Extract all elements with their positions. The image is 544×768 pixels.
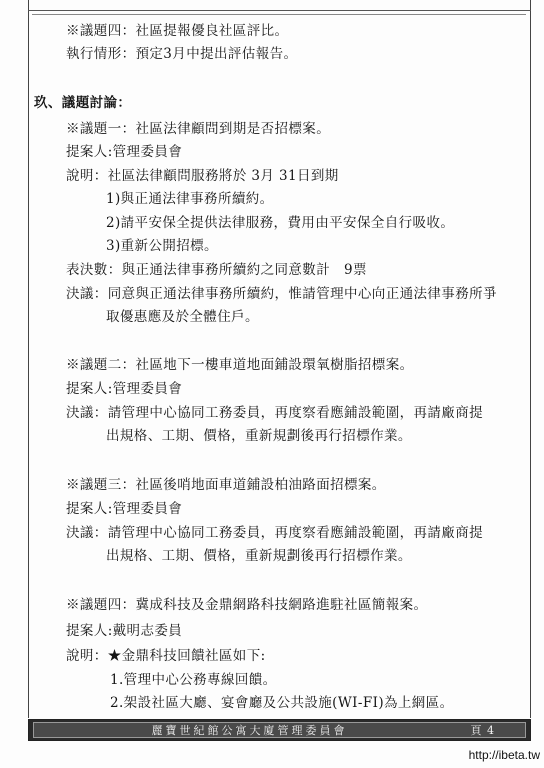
page-border-top-inner bbox=[32, 14, 526, 15]
issue-1-resolution-cont: 取優惠應及於全體住戶。 bbox=[106, 309, 259, 325]
page-border-top bbox=[28, 10, 531, 11]
footer-page-number: 頁 4 bbox=[470, 724, 495, 737]
footer-committee-name: 麗寶世紀館公寓大廈管理委員會 bbox=[151, 724, 348, 737]
issue-1-title: ※議題一：社區法律顧問到期是否招標案。 bbox=[66, 121, 331, 137]
issue-1-option-1: 1)與正通法律事務所續約。 bbox=[106, 191, 274, 207]
page-footer-band bbox=[33, 722, 526, 738]
section-heading-discussion: 玖、議題討論： bbox=[34, 95, 132, 111]
issue-2-resolution: 決議：請管理中心協同工務委員，再度察看應鋪設範圍，再請廠商提 bbox=[66, 405, 483, 421]
issue-1-option-3: 3)重新公開招標。 bbox=[106, 238, 218, 254]
issue-4-proposer: 提案人:戴明志委員 bbox=[66, 623, 183, 639]
agenda-item-4-status: 執行情形：預定3月中提出評估報告。 bbox=[66, 46, 298, 62]
issue-4-point-1: 1.管理中心公務專線回饋。 bbox=[110, 672, 277, 688]
issue-2-title: ※議題二：社區地下一樓車道地面鋪設環氧樹脂招標案。 bbox=[66, 357, 414, 373]
issue-2-resolution-cont: 出規格、工期、價格，重新規劃後再行招標作業。 bbox=[106, 428, 412, 444]
issue-1-description: 說明：社區法律顧問服務將於 3月 31日到期 bbox=[66, 168, 339, 184]
page-border-left bbox=[28, 0, 29, 718]
site-watermark: http://ibeta.tw bbox=[468, 748, 540, 762]
page-border-right bbox=[530, 0, 531, 718]
issue-2-proposer: 提案人:管理委員會 bbox=[66, 381, 183, 397]
issue-3-title: ※議題三：社區後哨地面車道鋪設柏油路面招標案。 bbox=[66, 477, 386, 493]
issue-1-option-2: 2)請平安保全提供法律服務，費用由平安保全自行吸收。 bbox=[106, 215, 455, 231]
issue-3-resolution: 決議：請管理中心協同工務委員，再度察看應鋪設範圍，再請廠商提 bbox=[66, 525, 483, 541]
issue-4-point-2: 2.架設社區大廳、宴會廳及公共設施(WI-FI)為上網區。 bbox=[110, 695, 454, 711]
issue-1-resolution: 決議：同意與正通法律事務所續約，惟請管理中心向正通法律事務所爭 bbox=[66, 286, 497, 302]
page-footer bbox=[28, 719, 531, 741]
issue-3-proposer: 提案人:管理委員會 bbox=[66, 501, 183, 517]
issue-4-description: 說明：★金鼎科技回饋社區如下: bbox=[66, 648, 266, 664]
agenda-item-4-title: ※議題四：社區提報優良社區評比。 bbox=[66, 23, 289, 39]
issue-3-resolution-cont: 出規格、工期、價格，重新規劃後再行招標作業。 bbox=[106, 548, 412, 564]
issue-1-vote: 表決數：與正通法律事務所續約之同意數計 9票 bbox=[66, 262, 367, 278]
issue-1-proposer: 提案人:管理委員會 bbox=[66, 144, 183, 160]
issue-4-title: ※議題四：冀成科技及金鼎網路科技網路進駐社區簡報案。 bbox=[66, 597, 428, 613]
